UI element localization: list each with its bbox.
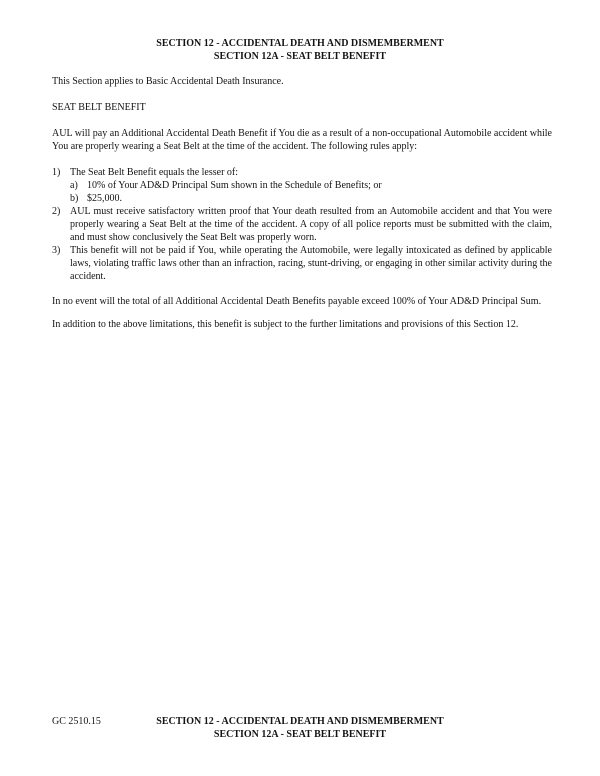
- rule-item-1-text: The Seat Belt Benefit equals the lesser of:: [70, 167, 239, 178]
- footer-header-line-2: SECTION 12A - SEAT BELT BENEFIT: [213, 729, 387, 740]
- rule-item-1b-marker: b): [70, 193, 79, 204]
- rule-item-3-marker: 3): [52, 245, 61, 256]
- rule-item-3: [52, 244, 552, 283]
- footer-header-line-1: SECTION 12 - ACCIDENTAL DEATH AND DISMEMBERMENT: [156, 716, 444, 727]
- additional-limitations-paragraph: In addition to the above limitations, this benefit is subject to the further limitations and provisions of this Section 12.: [52, 319, 519, 330]
- seat-belt-benefit-heading: SEAT BELT BENEFIT: [52, 102, 146, 113]
- header-line-2: SECTION 12A - SEAT BELT BENEFIT: [213, 51, 387, 62]
- rule-item-1-marker: 1): [52, 167, 61, 178]
- rules-list: [52, 166, 552, 283]
- rule-item-1: [52, 166, 552, 179]
- rule-item-1a: [52, 179, 552, 192]
- page-header: [0, 0, 600, 63]
- limit-paragraph: In no event will the total of all Additional Accidental Death Benefits payable exceed 100% of Your AD&D Principal Sum.: [52, 296, 542, 307]
- rule-item-2-text: AUL must receive satisfactory written proof that Your death resulted from an Automobile accident and that You were properly wearing a Seat Belt at the time of the accident. A copy of all police reports must be submitted with the claim, and must show conclusively the Seat Belt was properly worn.: [70, 206, 552, 243]
- rule-item-2: [52, 205, 552, 244]
- header-line-1: SECTION 12 - ACCIDENTAL DEATH AND DISMEMBERMENT: [156, 38, 444, 49]
- intro-paragraph: This Section applies to Basic Accidental Death Insurance.: [52, 76, 284, 87]
- benefit-paragraph: AUL will pay an Additional Accidental Death Benefit if You die as a result of a non-occupational Automobile accident while You are properly wearing a Seat Belt at the time of the accident. The following rules apply:: [52, 128, 552, 152]
- rule-item-3-text: This benefit will not be paid if You, while operating the Automobile, were legally intoxicated as defined by applicable laws, violating traffic laws other than an infraction, racing, stunt-driving, or engaging in other similar activity during the accident.: [70, 245, 552, 282]
- form-number: GC 2510.15: [52, 716, 101, 727]
- rule-item-1b-text: $25,000.: [87, 193, 122, 204]
- page-footer: [0, 715, 600, 741]
- rule-item-2-marker: 2): [52, 206, 61, 217]
- rule-item-1b: [52, 192, 552, 205]
- rule-item-1a-marker: a): [70, 180, 78, 191]
- rule-item-1a-text: 10% of Your AD&D Principal Sum shown in the Schedule of Benefits; or: [87, 180, 382, 191]
- document-body: [52, 75, 552, 331]
